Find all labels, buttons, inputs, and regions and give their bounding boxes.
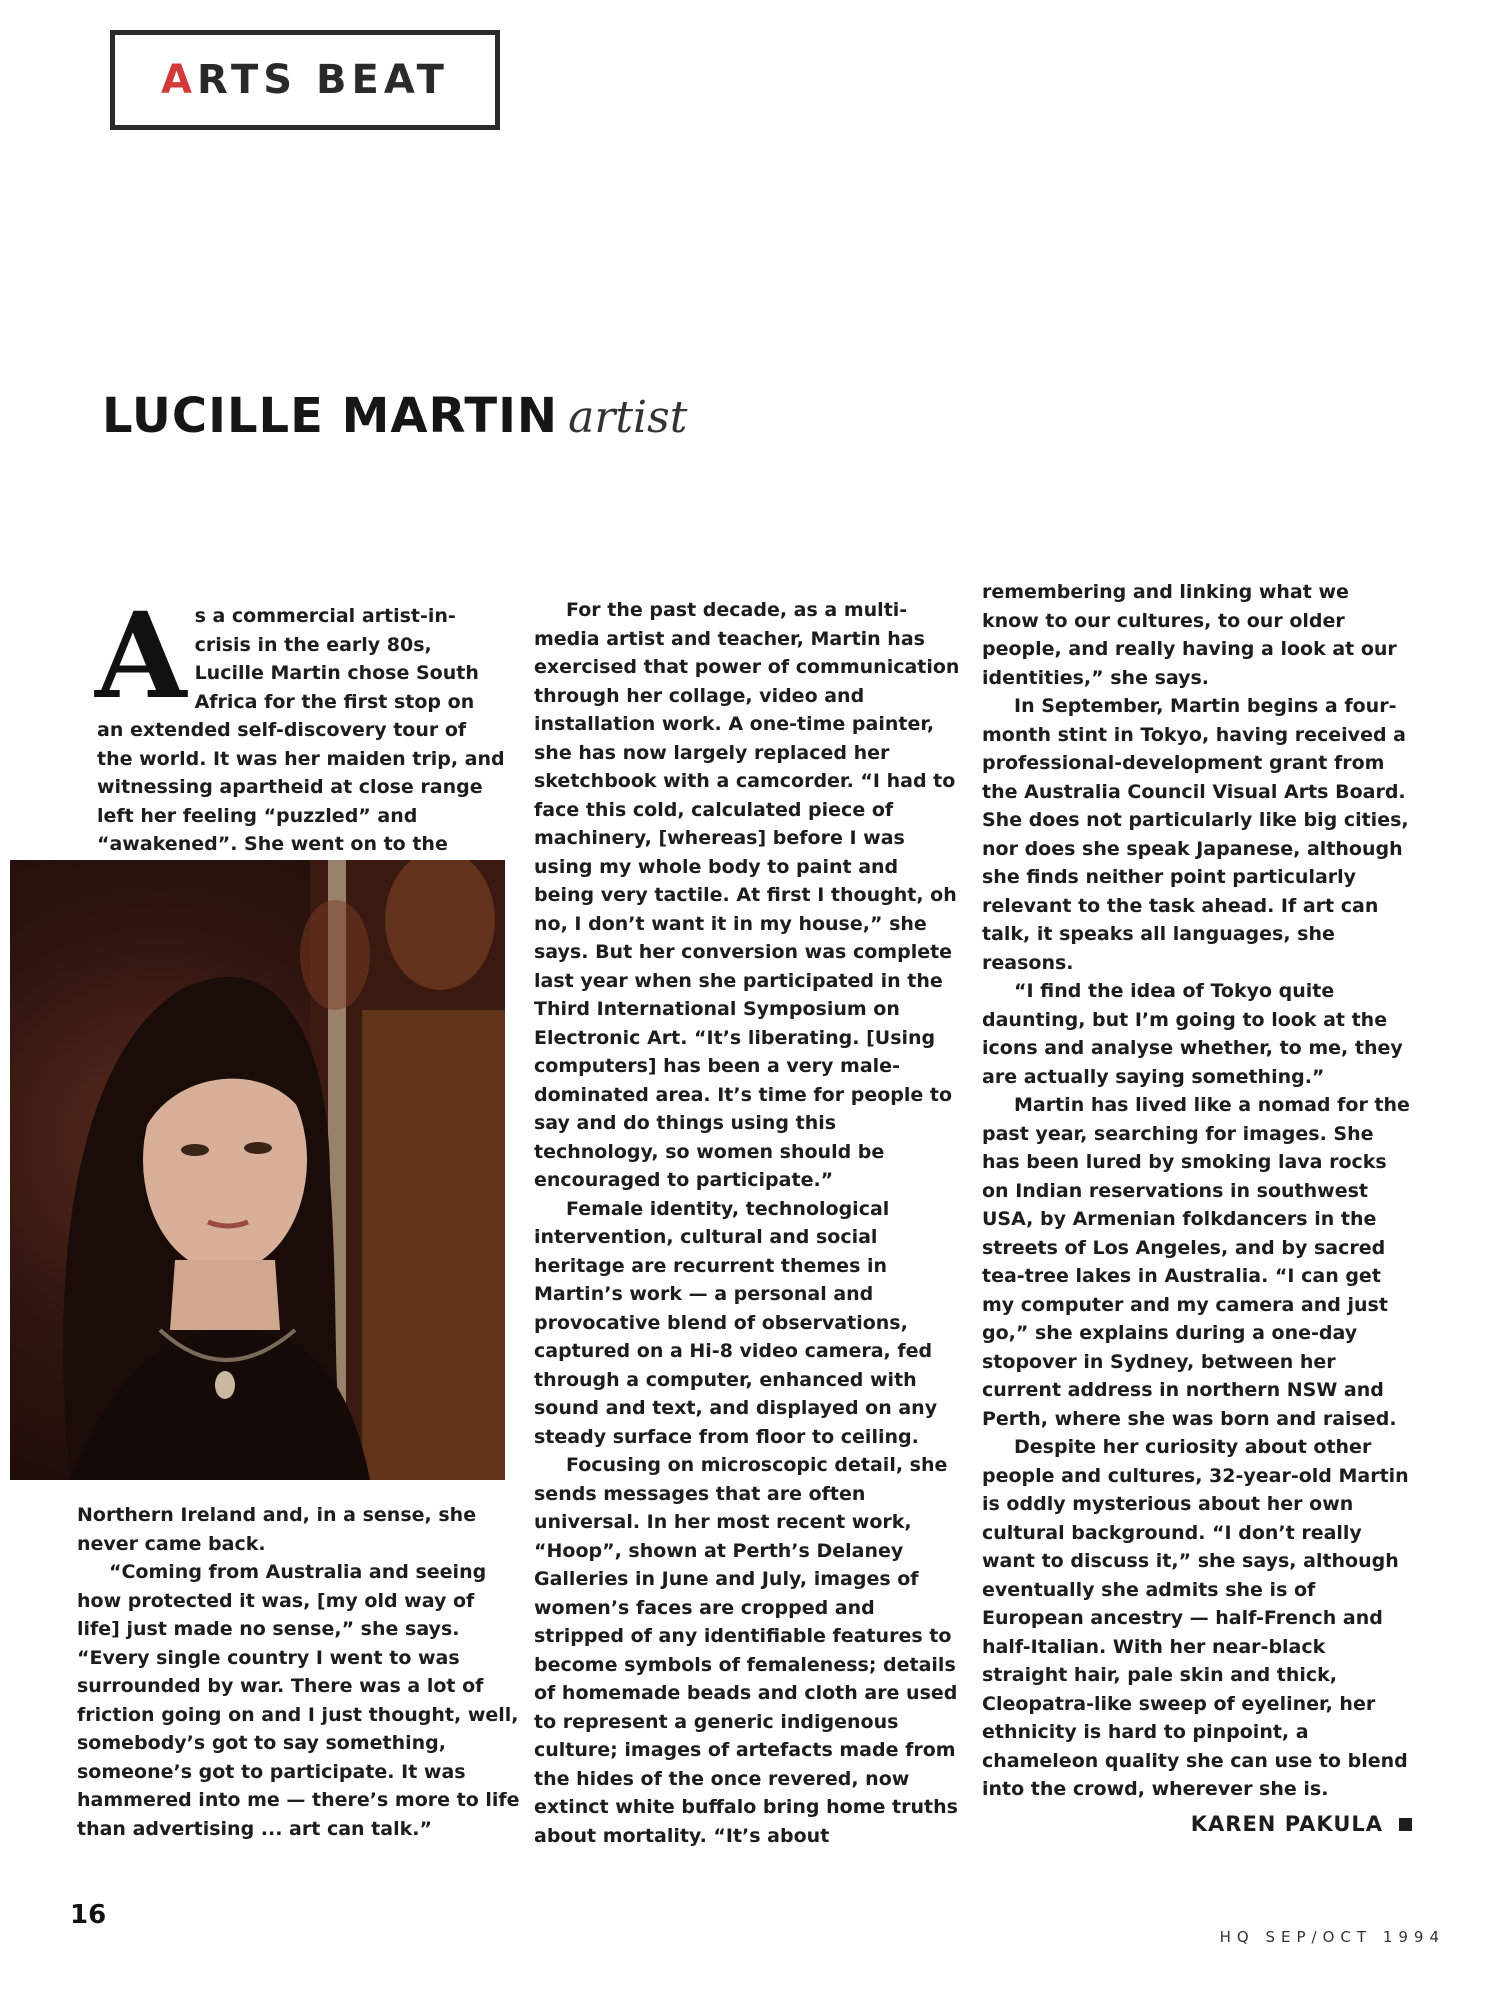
paragraph: Martin has lived like a nomad for the past year, searching for images. She has been lured by smoking lava rocks on Indian reservations in southwest USA, by Armenian folkdancers in the streets of Los Angeles, and by sacred tea-tree lakes in Australia. “I can get my computer and my camera and just go,” she explains during a one-day stopover in Sydney, between her current address in northern NSW and Perth, where she was born and raised. — [982, 1094, 1410, 1430]
author-name: KAREN PAKULA — [1190, 1811, 1383, 1836]
paragraph: For the past decade, as a multi-media artist and teacher, Martin has exercised that power of communication through her collage, video and installation work. A one-time painter, she has now largely replaced her sketchbook with a camcorder. “I had to face this cold, calculated piece of machinery, [whereas] before I was using my whole body to paint and being very tactile. At first I thought, oh no, I don’t want it in my house,” she says. But her conversion was complete last year when she participated in the Third International Symposium on Electronic Art. “It’s liberating. [Using computers] has been a very male-dominated area. It’s time for people to say and do things using this technology, so women should be encouraged to participate.” — [534, 599, 960, 1191]
paragraph: Focusing on microscopic detail, she sends messages that are often universal. In her most recent work, “Hoop”, shown at Perth’s Delaney Galleries in June and July, images of women’s faces are cropped and stripped of any identifiable features to become symbols of femaleness; details of homemade beads and cloth are used to represent a generic indigenous culture; images of artefacts made from the hides of the once revered, now extinct white buffalo bring home truths about mortality. “It’s about — [534, 1454, 958, 1847]
headline-role: artist — [568, 392, 688, 443]
column-2 — [534, 596, 964, 1850]
section-label-initial: A — [161, 57, 197, 103]
issue-footer: HQ SEP/OCT 1994 — [1219, 1928, 1445, 1946]
paragraph: Northern Ireland and, in a sense, she never came back. — [77, 1504, 477, 1555]
paragraph: Female identity, technological intervention, cultural and social heritage are recurrent themes in Martin’s work — a personal and provocative blend of observations, captured on a Hi-8 video camera, fed through a computer, enhanced with sound and text, and displayed on any steady surface from floor to ceiling. — [534, 1197, 938, 1448]
section-label-rest: RTS BEAT — [196, 57, 449, 103]
paragraph: remembering and linking what we know to our cultures, to our older people, and really having a look at our identities,” she says. — [982, 581, 1397, 689]
end-mark-icon — [1399, 1818, 1412, 1831]
portrait-illustration — [10, 860, 505, 1480]
paragraph: In September, Martin begins a four-month stint in Tokyo, having received a professional-development grant from the Australia Council Visual Arts Board. She does not particularly like big cities, nor does she speak Japanese, although she finds neither point particularly relevant to the task ahead. If art can talk, it speaks all languages, she reasons. — [982, 695, 1409, 974]
section-label — [110, 30, 500, 130]
paragraph: “Coming from Australia and seeing how protected it was, [my old way of life] just made no sense,” she says. “Every single country I went to was surrounded by war. There was a lot of friction going on and I just thought, well, somebody’s got to say something, someone’s got to participate. It was hammered into me — there’s more to life than advertising ... art can talk.” — [77, 1561, 520, 1840]
intro-paragraph — [95, 586, 507, 887]
headline — [102, 388, 687, 444]
column-3 — [982, 578, 1412, 1838]
paragraph: “I find the idea of Tokyo quite daunting, but I’m going to look at the icons and analyse whether, to me, they are actually saying something.” — [982, 980, 1403, 1088]
headline-name: LUCILLE MARTIN — [102, 388, 559, 444]
drop-cap: A — [95, 586, 187, 725]
author-byline — [982, 1810, 1412, 1839]
column-1-bottom — [77, 1501, 522, 1843]
column-1-top — [95, 586, 507, 887]
artist-portrait-photo — [10, 860, 505, 1480]
page-number: 16 — [70, 1900, 107, 1930]
intro-text: s a commercial artist-in-crisis in the early 80s, Lucille Martin chose South Africa for the first stop on an extended self-discovery tour of the world. It was her maiden trip, and witnessing apartheid at close range left her feeling “puzzled” and “awakened”. She went on to the — [97, 605, 505, 855]
paragraph: Despite her curiosity about other people and cultures, 32-year-old Martin is oddly mysterious about her own cultural background. “I don’t really want to discuss it,” she says, although eventually she admits she is of European ancestry — half-French and half-Italian. With her near-black straight hair, pale skin and thick, Cleopatra-like sweep of eyeliner, her ethnicity is hard to pinpoint, a chameleon quality she can use to blend into the crowd, wherever she is. — [982, 1436, 1409, 1800]
